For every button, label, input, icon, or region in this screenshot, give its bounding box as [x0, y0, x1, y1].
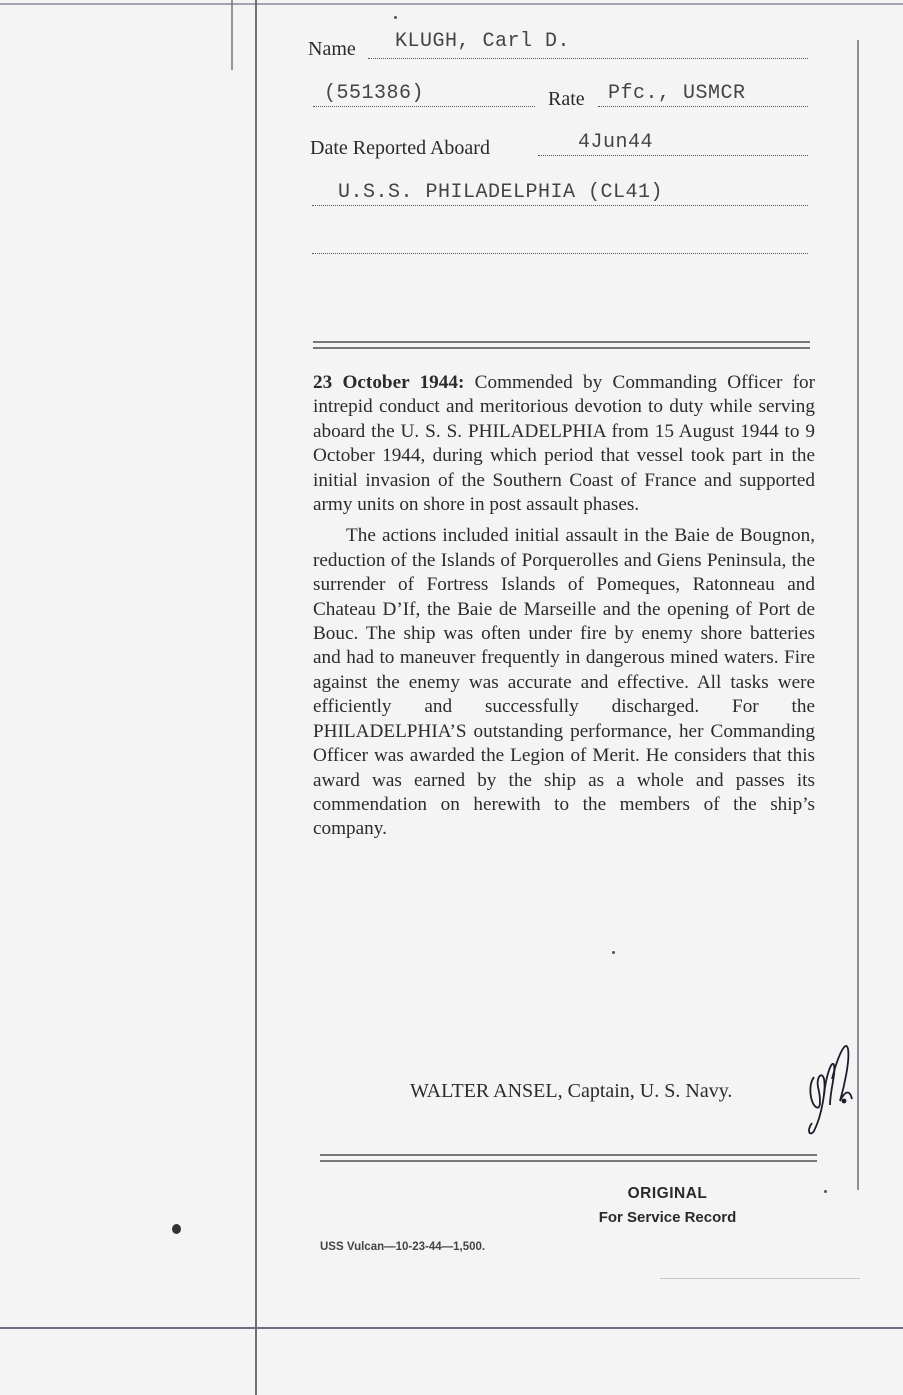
- rate-dotted-line: [598, 106, 808, 107]
- signer-name: WALTER ANSEL, Captain, U. S. Navy.: [410, 1080, 733, 1102]
- commendation-text: [313, 371, 815, 842]
- right-edge-line: [857, 40, 859, 1190]
- left-margin-line: [255, 0, 257, 1395]
- blank-dotted-line: [312, 253, 808, 254]
- name-value: KLUGH, Carl D.: [395, 30, 571, 53]
- scan-speck: [612, 951, 615, 954]
- service-number-value: (551386): [324, 82, 425, 105]
- footer-divider: [320, 1154, 817, 1162]
- rate-value: Pfc., USMCR: [608, 82, 746, 105]
- date-reported-value: 4Jun44: [578, 131, 654, 154]
- commendation-date: 23 October 1944:: [313, 372, 465, 393]
- faint-bottom-line: [660, 1278, 860, 1279]
- name-dotted-line: [368, 58, 808, 59]
- ship-dotted-line: [312, 205, 808, 206]
- original-label: ORIGINAL: [627, 1185, 708, 1202]
- commendation-paragraph-1: [313, 371, 815, 517]
- date-reported-label: Date Reported Aboard: [310, 137, 490, 159]
- handwritten-initials: [800, 1035, 860, 1140]
- commendation-body-1: Commended by Commanding Officer for intrepid conduct and meritorious devotion to duty while serving aboard the U. S. S. PHILADELPHIA from 15 August 1944 to 9 October 1944, during which period that vessel took part in the initial invasion of the Southern Coast of France and supported army units on shore in post assault phases.: [313, 372, 816, 516]
- commendation-paragraph-2: The actions included initial assault in the Baie de Bougnon, reduction of the Islands of Porquerolles and Giens Peninsula, the surrender of Fortress Islands of Pomeques, Ratonneau and Chateau D’If, the Baie de Marseille and the opening of Port de Bouc. The ship was often under fire by enemy shore batteries and had to maneuver frequently in dangerous mined waters. Fire against the enemy was accurate and effective. All tasks were efficiently and successfully discharged. For the PHILADELPHIA’S outstanding performance, her Commanding Officer was awarded the Legion of Merit. He considers that this award was earned by the ship as a whole and passes its commendation on herewith to the members of the ship’s company.: [313, 525, 815, 840]
- service-number-dotted-line: [313, 106, 535, 107]
- bottom-edge-line: [0, 1327, 903, 1329]
- ship-value: U.S.S. PHILADELPHIA (CL41): [338, 181, 664, 204]
- date-dotted-line: [538, 155, 808, 156]
- header-divider: [313, 341, 810, 349]
- scan-speck: [394, 16, 397, 19]
- scan-speck: [172, 1224, 181, 1234]
- scan-speck: [824, 1190, 827, 1193]
- printer-line: USS Vulcan—10-23-44—1,500.: [320, 1241, 486, 1253]
- top-edge-line: [0, 3, 903, 5]
- service-record-label: For Service Record: [598, 1209, 737, 1226]
- left-margin-line-upper: [231, 0, 233, 70]
- rate-label: Rate: [548, 88, 585, 110]
- name-label: Name: [308, 38, 356, 60]
